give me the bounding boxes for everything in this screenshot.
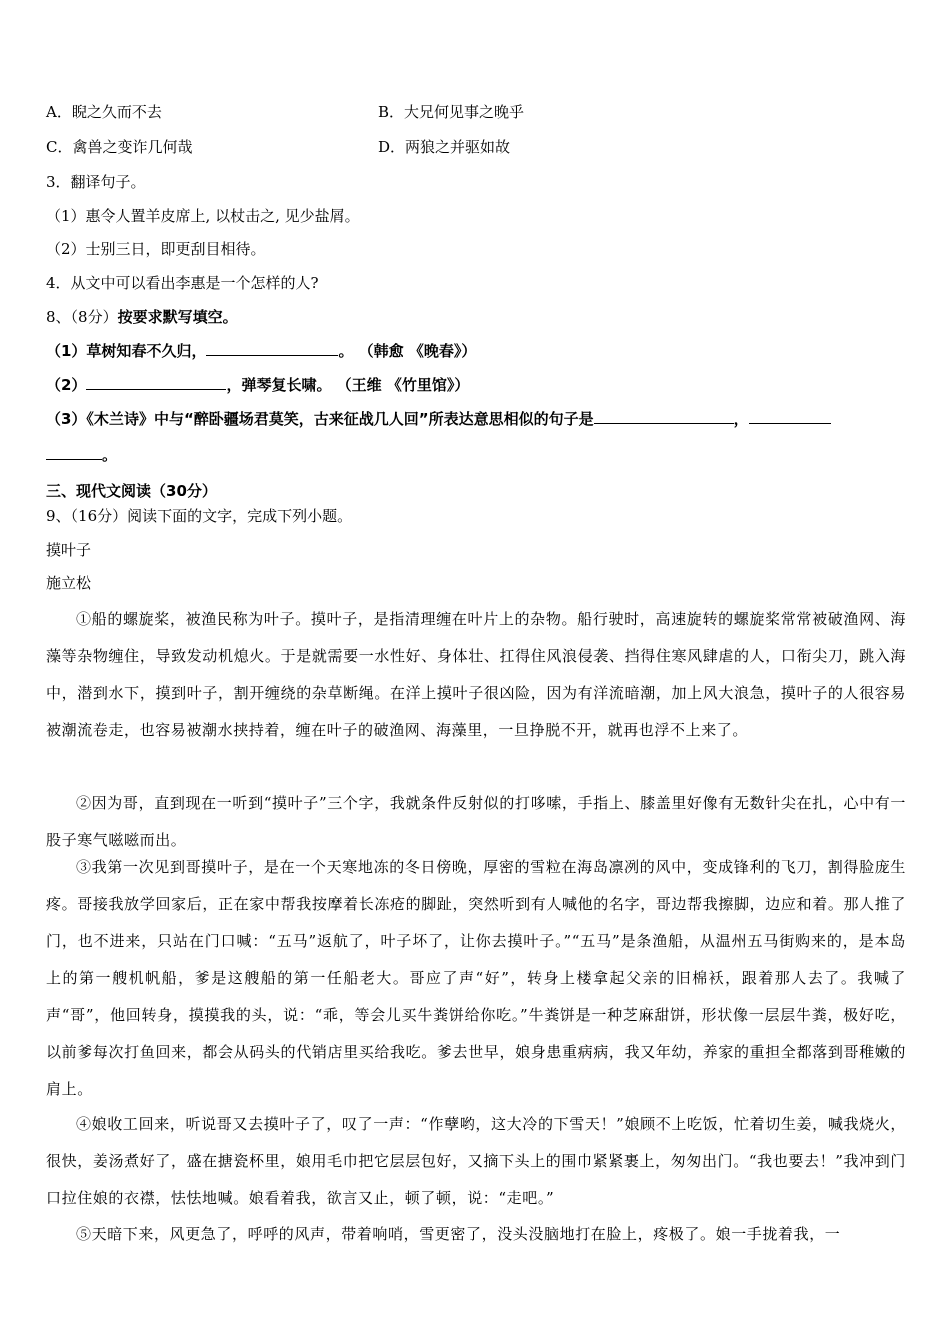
q8-blank-2[interactable] [86,375,226,390]
article-paragraph-1: ①船的螺旋桨，被渔民称为叶子。摸叶子，是指清理缠在叶片上的杂物。船行驶时，高速旋转的螺旋桨常常被破渔网、海藻等杂物缠住，导致发动机熄火。于是就需要一水性好、身体壮、扛得住风浪侵袭、挡得住寒风肆虐的人，口衔尖刀，跳入海中，潜到水下，摸到叶子，割开缠绕的杂草断绳。在洋上摸叶子很凶险，因为有洋流暗潮，加上风大浪急，摸叶子的人很容易被潮流卷走，也容易被潮水挟持着，缠在叶子的破渔网、海藻里，一旦挣脱不开，就再也浮不上来了。 [46,610,906,739]
q3-item-1: （1）惠令人置羊皮席上, 以杖击之, 见少盐屑。 [46,207,360,225]
q8-blank-3b[interactable] [749,409,831,424]
q8-item-3-end: 。 [102,446,118,464]
q8-title [46,306,238,327]
option-b: B．大兄何见事之晚乎 [378,103,525,121]
q3-title: 3．翻译句子。 [46,173,146,191]
option-row-ab [46,101,646,122]
option-a: A．睨之久而不去 [46,103,162,121]
q8-item-1 [46,340,476,361]
article-title: 摸叶子 [46,541,92,559]
q8-title-prefix: 8、（8分） [46,308,118,326]
q9: 9、（16分）阅读下面的文字，完成下列小题。 [46,507,353,525]
q8-title-bold: 按要求默写填空。 [117,308,238,326]
q8-blank-3a[interactable] [594,409,734,424]
article-paragraph-5: ⑤天暗下来，风更急了，呼呼的风声，带着响哨，雪更密了，没头没脑地打在脸上，疼极了。娘一手拢着我，一 [76,1225,841,1243]
q8-item-2 [46,374,469,395]
q8-item-3-text: （3）《木兰诗》中与“醉卧疆场君莫笑，古来征战几人回”所表达意思相似的句子是 [46,410,594,428]
q8-blank-1[interactable] [206,341,338,356]
option-row-cd [46,136,646,157]
article-paragraph-4: ④娘收工回来，听说哥又去摸叶子了，叹了一声：“作孽哟，这大冷的下雪天！”娘顾不上吃饭，忙着切生姜，喊我烧火，很快，姜汤煮好了，盛在搪瓷杯里，娘用毛巾把它层层包好，又摘下头上的围巾紧紧裹上，匆匆出门。“我也要去！”我冲到门口拉住娘的衣襟，怯怯地喊。娘看着我，欲言又止，顿了顿，说：“走吧。” [46,1115,906,1207]
q8-item-2-prefix: （2） [46,376,87,394]
q4: 4．从文中可以看出李惠是一个怎样的人? [46,274,319,292]
q8-item-3-cont [46,444,117,465]
article-author: 施立松 [46,574,92,592]
q8-item-3 [46,408,831,429]
option-c: C．禽兽之变诈几何哉 [46,138,193,156]
section-3-heading: 三、现代文阅读（30分） [46,482,217,500]
q8-item-3-comma: ， [733,410,749,428]
q3-item-2: （2）士别三日，即更刮目相待。 [46,240,266,258]
article-paragraph-2: ②因为哥，直到现在一听到“摸叶子”三个字，我就条件反射似的打哆嗦，手指上、膝盖里好像有无数针尖在扎，心中有一股子寒气嗞嗞而出。 [46,794,906,849]
q8-item-1-prefix: （1）草树知春不久归， [46,342,207,360]
article-paragraph-3: ③我第一次见到哥摸叶子，是在一个天寒地冻的冬日傍晚，厚密的雪粒在海岛凛冽的风中，变成锋利的飞刀，割得脸庞生疼。哥接我放学回家后，正在家中帮我按摩着长冻疮的脚趾，突然听到有人喊他的名字，哥边帮我擦脚，边应和着。那人推了门，也不进来，只站在门口喊：“五马”返航了，叶子坏了，让你去摸叶子。”“五马”是条渔船，从温州五马街购来的，是本岛上的第一艘机帆船，爹是这艘船的第一任船老大。哥应了声“好”，转身上楼拿起父亲的旧棉袄，跟着那人去了。我喊了声“哥”，他回转身，摸摸我的头，说：“乖，等会儿买牛粪饼给你吃。”牛粪饼是一种芝麻甜饼，形状像一层层牛粪，极好吃，以前爹每次打鱼回来，都会从码头的代销店里买给我吃。爹去世早，娘身患重病病，我又年幼，养家的重担全都落到哥稚嫩的肩上。 [46,858,906,1098]
q8-blank-3c[interactable] [46,445,102,460]
q8-item-1-suffix: 。 （韩愈 《晚春》） [338,342,477,360]
q8-item-2-suffix: ，弹琴复长啸。 （王维 《竹里馆》） [226,376,470,394]
option-d: D．两狼之并驱如故 [378,138,511,156]
